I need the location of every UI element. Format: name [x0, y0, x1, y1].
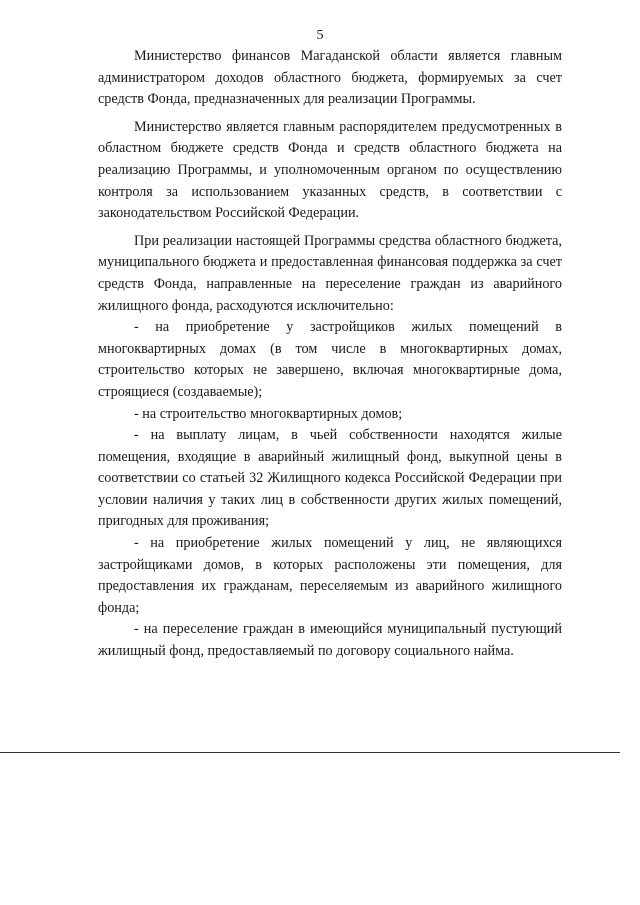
document-body [98, 46, 562, 663]
bottom-rule [0, 752, 620, 753]
paragraph-1: Министерство финансов Магаданской области является главным администратором доходов областного бюджета, формируемых за счет средств Фонда, предназначенных для реализации Программы. [98, 48, 562, 108]
page-number: 5 [316, 28, 324, 43]
list-item-3: - на выплату лицам, в чьей собственности находятся жилые помещения, входящие в аварийный жилищный фонд, выкупной цены в соответствии со статьей 32 Жилищного кодекса Российской Федерации при условии наличия у таких лиц в собственности других жилых помещений, пригодных для проживания; [98, 427, 562, 530]
list-item-5: - на переселение граждан в имеющийся муниципальный пустующий жилищный фонд, предоставляемый по договору социального найма. [98, 621, 562, 660]
paragraph-3: При реализации настоящей Программы средства областного бюджета, муниципального бюджета и предоставленная финансовая поддержка за счет средств Фонда, направленные на переселение граждан из аварийного жилищного фонда, расходуются исключительно: [98, 232, 562, 314]
list-item-1: - на приобретение у застройщиков жилых помещений в многоквартирных домах (в том числе в многоквартирных домах, строительство которых не завершено, включая многоквартирные дома, строящиеся (создаваемые); [98, 319, 562, 400]
paragraph-2: Министерство является главным распорядителем предусмотренных в областном бюджете средств Фонда и средств областного бюджета на реализацию Программы, и уполномоченным органом по осуществлению контроля за использованием указанных средств, в соответствии с законодательством Российской Федерации. [98, 118, 562, 222]
list-item-2: - на строительство многоквартирных домов; [134, 405, 403, 422]
list-item-4: - на приобретение жилых помещений у лиц, не являющихся застройщиками домов, в которых расположены эти помещения, для предоставления их гражданам, переселяемым из аварийного жилищного фонда; [98, 535, 562, 616]
